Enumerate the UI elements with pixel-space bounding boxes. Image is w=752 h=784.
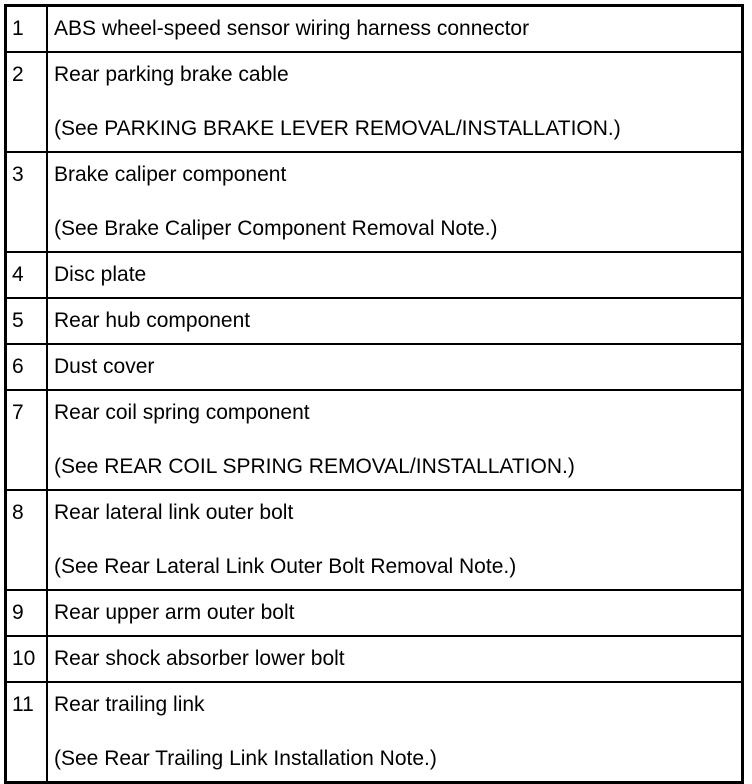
table-row [6,6,743,53]
step-description [47,298,743,344]
component-name: Rear upper arm outer bolt [54,601,295,624]
step-number: 3 [6,152,48,252]
step-description [47,636,743,682]
component-name: Dust cover [54,355,155,378]
step-number: 2 [6,52,48,152]
component-name: Rear lateral link outer bolt [54,501,294,524]
reference-note-link[interactable]: (See Rear Lateral Link Outer Bolt Removal Note.) [54,555,517,578]
step-number: 8 [6,490,48,590]
table-row [6,52,743,152]
reference-note-link[interactable]: (See Brake Caliper Component Removal Note.) [54,217,498,240]
step-description [47,152,743,252]
table-row [6,390,743,490]
table-row [6,590,743,636]
step-description [47,490,743,590]
component-name: Rear hub component [54,309,251,332]
component-name: Rear shock absorber lower bolt [54,647,345,670]
step-description [47,390,743,490]
step-description [47,682,743,783]
table-row [6,490,743,590]
step-number: 11 [6,682,48,783]
table-row [6,682,743,783]
component-name: Brake caliper component [54,163,287,186]
reference-note-link[interactable]: (See Rear Trailing Link Installation Note.) [54,747,437,770]
removal-procedure-table [4,4,744,784]
table-row [6,152,743,252]
reference-note-link[interactable]: (See REAR COIL SPRING REMOVAL/INSTALLATION.) [54,455,575,478]
table-row [6,298,743,344]
step-description [47,590,743,636]
step-number: 9 [6,590,48,636]
table-row [6,636,743,682]
table-row [6,252,743,298]
table-row [6,344,743,390]
component-name: ABS wheel-speed sensor wiring harness connector [54,17,530,40]
component-name: Disc plate [54,263,147,286]
step-number: 1 [6,6,48,53]
component-name: Rear parking brake cable [54,63,289,86]
component-name: Rear coil spring component [54,401,310,424]
step-number: 10 [6,636,48,682]
reference-note-link[interactable]: (See PARKING BRAKE LEVER REMOVAL/INSTALLATION.) [54,117,621,140]
step-description [47,52,743,152]
step-number: 6 [6,344,48,390]
step-description [47,6,743,53]
step-number: 4 [6,252,48,298]
step-number: 7 [6,390,48,490]
step-number: 5 [6,298,48,344]
step-description [47,252,743,298]
component-name: Rear trailing link [54,693,205,716]
step-description [47,344,743,390]
